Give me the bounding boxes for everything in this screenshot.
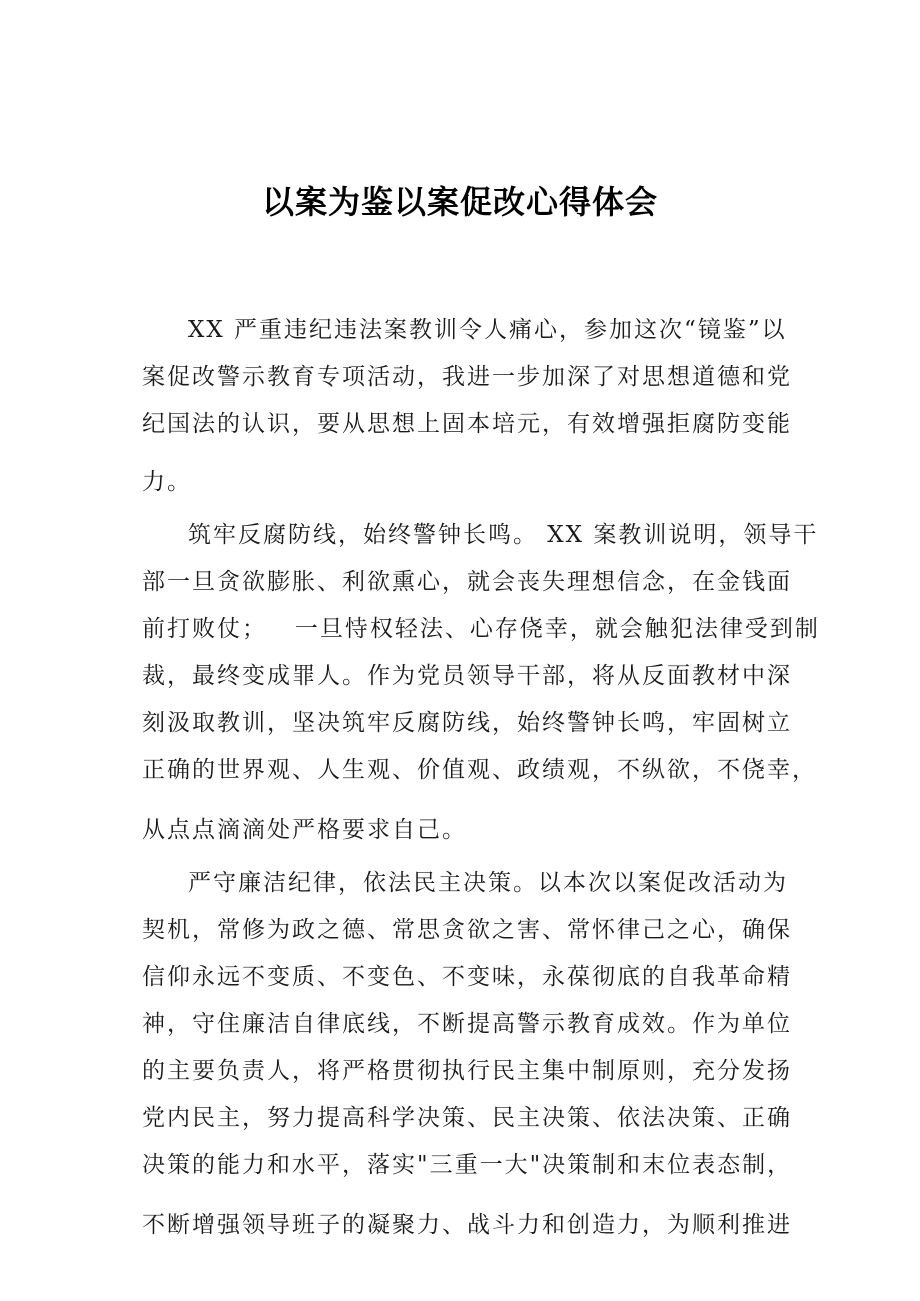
paragraph-3-line-6: 党内民主，努力提高科学决策、民主决策、依法决策、正确: [142, 1105, 792, 1131]
paragraph-3-line-7: 决策的能力和水平，落实"三重一大"决策制和末位表态制，: [142, 1152, 793, 1178]
paragraph-3-line-4: 神，守住廉洁自律底线，不断提高警示教育成效。作为单位: [142, 1011, 792, 1037]
paragraph-2-line-2: 部一旦贪欲膨胀、利欲熏心，就会丧失理想信念，在金钱面: [142, 569, 792, 595]
paragraph-2-line-1: 筑牢反腐防线，始终警钟长鸣。 XX 案教训说明，领导干: [188, 522, 819, 548]
paragraph-1-line-1: XX 严重违纪违法案教训令人痛心，参加这次“镜鉴”以: [188, 317, 787, 343]
paragraph-3-line-1: 严守廉洁纪律，依法民主决策。以本次以案促改活动为: [188, 870, 788, 896]
paragraph-2-line-4: 裁，最终变成罪人。作为党员领导干部，将从反面教材中深: [142, 663, 792, 689]
paragraph-3-line-2: 契机，常修为政之德、常思贪欲之害、常怀律己之心，确保: [142, 917, 792, 943]
paragraph-2-line-6: 正确的世界观、人生观、价值观、政绩观，不纵欲，不侥幸，: [142, 757, 817, 783]
paragraph-3-line-8: 不断增强领导班子的凝聚力、战斗力和创造力，为顺利推进: [142, 1212, 792, 1238]
paragraph-1-line-4: 力。: [142, 469, 192, 495]
paragraph-2-line-7: 从点点滴滴处严格要求自己。: [142, 817, 467, 843]
paragraph-3-line-3: 信仰永远不变质、不变色、不变味，永葆彻底的自我革命精: [142, 964, 792, 990]
paragraph-1-line-2: 案促改警示教育专项活动，我进一步加深了对思想道德和党: [142, 364, 792, 390]
paragraph-1-line-3: 纪国法的认识，要从思想上固本培元，有效增强拒腐防变能: [142, 411, 792, 437]
document-title: 以案为鉴以案促改心得体会: [261, 183, 658, 221]
paragraph-3-line-5: 的主要负责人，将严格贯彻执行民主集中制原则，充分发扬: [142, 1058, 792, 1084]
paragraph-2-line-5: 刻汲取教训，坚决筑牢反腐防线，始终警钟长鸣，牢固树立: [142, 710, 792, 736]
paragraph-2-line-3: 前打败仗； 一旦恃权轻法、心存侥幸，就会触犯法律受到制: [142, 616, 820, 642]
